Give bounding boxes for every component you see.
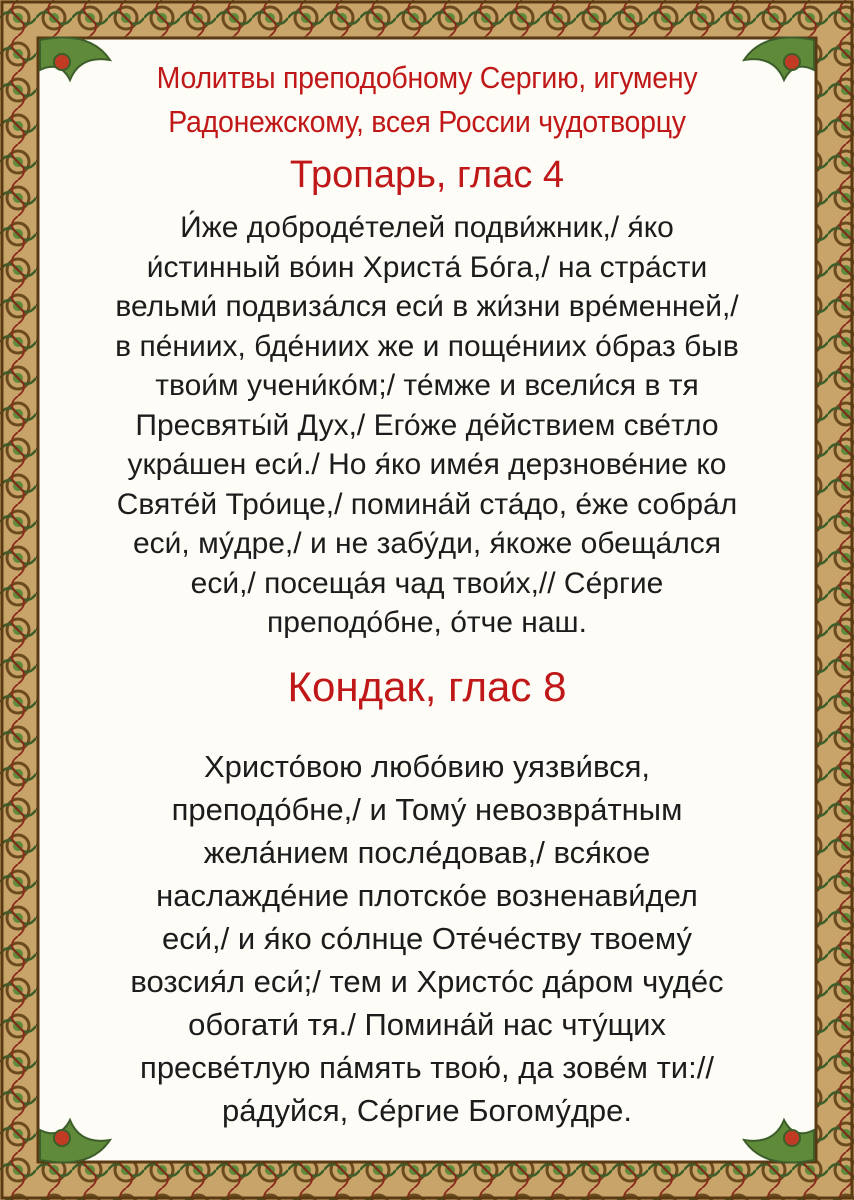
prayer-content <box>58 52 796 1140</box>
text-line: Пресвяты́й Дух,/ Его́же де́йствием све́тло <box>135 408 719 442</box>
kontakion-text <box>64 745 790 1132</box>
text-line: Святе́й Тро́ице,/ помина́й ста́до, е́же собра́л <box>116 487 738 521</box>
troparion-text <box>64 208 790 643</box>
text-line: И́же доброде́телей подви́жник,/ я́ко <box>180 211 674 244</box>
text-line: ра́дуйся, Се́ргие Богому́дре. <box>221 1092 633 1128</box>
text-line: Христо́вою любо́вию уязви́вся, <box>204 748 650 784</box>
text-line: обогати́ тя./ Помина́й нас чту́щих <box>188 1006 666 1042</box>
text-line: в пе́ниих, бде́ниих же и поще́ниих о́браз быв <box>115 329 739 363</box>
title-line-2: Радонежскому, всея России чудотворцу <box>168 104 686 139</box>
title-line-1: Молитвы преподобному Сергию, игумену <box>156 60 698 95</box>
text-line: преподо́бне, о́тче наш. <box>267 606 587 639</box>
text-line: жела́нием после́довав,/ вся́кое <box>203 834 651 870</box>
text-line: пресве́тлую па́мять твою́, да зове́м ти:// <box>140 1049 714 1085</box>
text-line: и́стинный во́ин Христа́ Бо́га,/ на стра́сти <box>146 250 708 284</box>
text-line: вельми́ подвиза́лся еси́ в жи́зни вре́менней,/ <box>115 290 739 323</box>
kontakion-title: Кондак, глас 8 <box>287 662 567 710</box>
troparion-title: Тропарь, глас 4 <box>289 154 565 196</box>
text-line: твои́м учени́ко́м;/ те́мже и всели́ся в тя <box>155 369 699 402</box>
text-line: возсия́л еси́;/ тем и Христо́с да́ром чуде́с <box>130 963 724 999</box>
text-line: еси́, му́дре,/ и не забу́ди, я́коже обеща́лся <box>132 527 721 560</box>
text-line: еси́,/ и я́ко со́лнце Оте́че́ству твоему́ <box>161 920 693 956</box>
text-line: укра́шен еси́./ Но я́ко име́я дерзнове́ние ко <box>127 448 727 481</box>
document-title <box>88 56 767 144</box>
text-line: преподо́бне,/ и Тому́ невозвра́тным <box>171 791 683 827</box>
text-line: еси́,/ посеща́я чад твои́х,// Се́ргие <box>190 566 664 600</box>
text-line: наслажде́ние плотско́е возненави́дел <box>156 877 698 913</box>
